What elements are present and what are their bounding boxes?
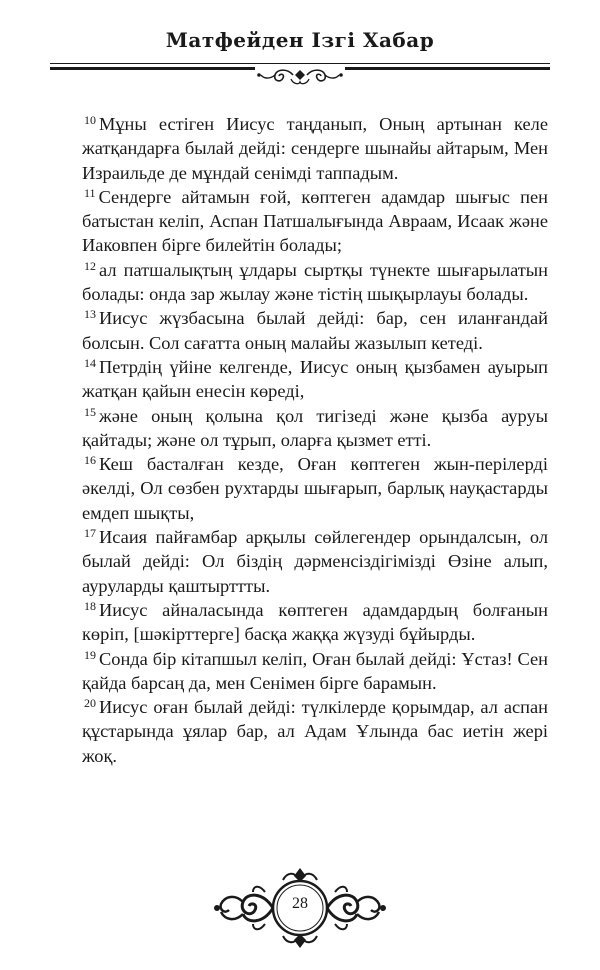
verse-text: Иисус айналасында көптеген адамдардың болғанын көріп, [шәкірттерге] басқа жаққа жүзуді бұйырды. xyxy=(82,599,548,645)
verse-19 xyxy=(82,647,548,696)
verse-number: 16 xyxy=(84,453,96,468)
verse-11 xyxy=(82,185,548,258)
verse-text: Мұны естіген Иисус таңданып, Оның артынан келе жатқандарға былай дейді: сендерге шынайы айтарым, Мен Израильде де мұндай сенімді таппадым. xyxy=(82,114,548,183)
header-ornament-icon xyxy=(255,66,345,90)
verse-16 xyxy=(82,452,548,525)
verse-13 xyxy=(82,306,548,355)
verse-10 xyxy=(82,112,548,185)
verse-text: Сонда бір кітапшыл келіп, Оған былай дейді: Ұстаз! Сен қайда барсаң да, мен Сенімен бірге барамын. xyxy=(82,648,548,693)
verse-number: 12 xyxy=(84,258,96,273)
verse-text: Исаия пайғамбар арқылы сөйлегендер орындалсын, ол былай дейді: Ол біздің дәрменсіздігімізді Өзіне алып, ауруларды қаштырттты. xyxy=(82,527,548,596)
verse-number: 14 xyxy=(84,355,96,370)
verse-number: 18 xyxy=(84,598,96,613)
scripture-body xyxy=(82,112,548,768)
verse-number: 10 xyxy=(84,113,96,127)
verse-text: Петрдің үйіне келгенде, Иисус оның қызбамен ауырып жатқан қайын енесін көреді, xyxy=(82,356,548,402)
verse-text: Иисус жүзбасына былай дейді: бар, сен иланғандай болсын. Сол сағатта оның малайы жазылып кетеді. xyxy=(82,308,548,353)
verse-17 xyxy=(82,525,548,598)
header-rule-thin xyxy=(50,63,550,64)
verse-text: ал патшалықтың ұлдары сыртқы түнекте шығарылатын болады: онда зар жылау және тістің шықырлауы болады. xyxy=(82,259,548,305)
verse-number: 20 xyxy=(84,696,96,711)
verse-text: Иисус оған былай дейді: түлкілерде қорымдар, ал аспан құстарында ұялар бар, ал Адам Ұлында бас иетін жері жоқ. xyxy=(82,697,548,766)
verse-number: 19 xyxy=(84,647,96,662)
verse-text: Кеш басталған кезде, Оған көптеген жын-перілерді әкелді, Ол сөзбен рухтарды шығарып, барлық науқастарды емдеп шықты, xyxy=(82,454,548,523)
verse-number: 15 xyxy=(84,404,96,419)
page-number: 28 xyxy=(292,895,308,912)
running-title: Матфейден Ізгі Хабар xyxy=(165,28,435,52)
verse-20 xyxy=(82,695,548,768)
verse-number: 11 xyxy=(84,185,96,200)
verse-15 xyxy=(82,404,548,453)
verse-18 xyxy=(82,598,548,647)
verse-text: Сендерге айтамын ғой, көптеген адамдар шығыс пен батыстан келіп, Аспан Патшалығында Авраам, Исаак және Иаковпен бірге билейтін болады; xyxy=(82,186,548,256)
verse-number: 13 xyxy=(84,307,96,322)
verse-number: 17 xyxy=(84,526,96,541)
verse-12 xyxy=(82,258,548,307)
verse-14 xyxy=(82,355,548,404)
verse-text: және оның қолына қол тигізеді және қызба ауруы қайтады; және ол тұрып, оларға қызмет етті. xyxy=(82,405,548,450)
